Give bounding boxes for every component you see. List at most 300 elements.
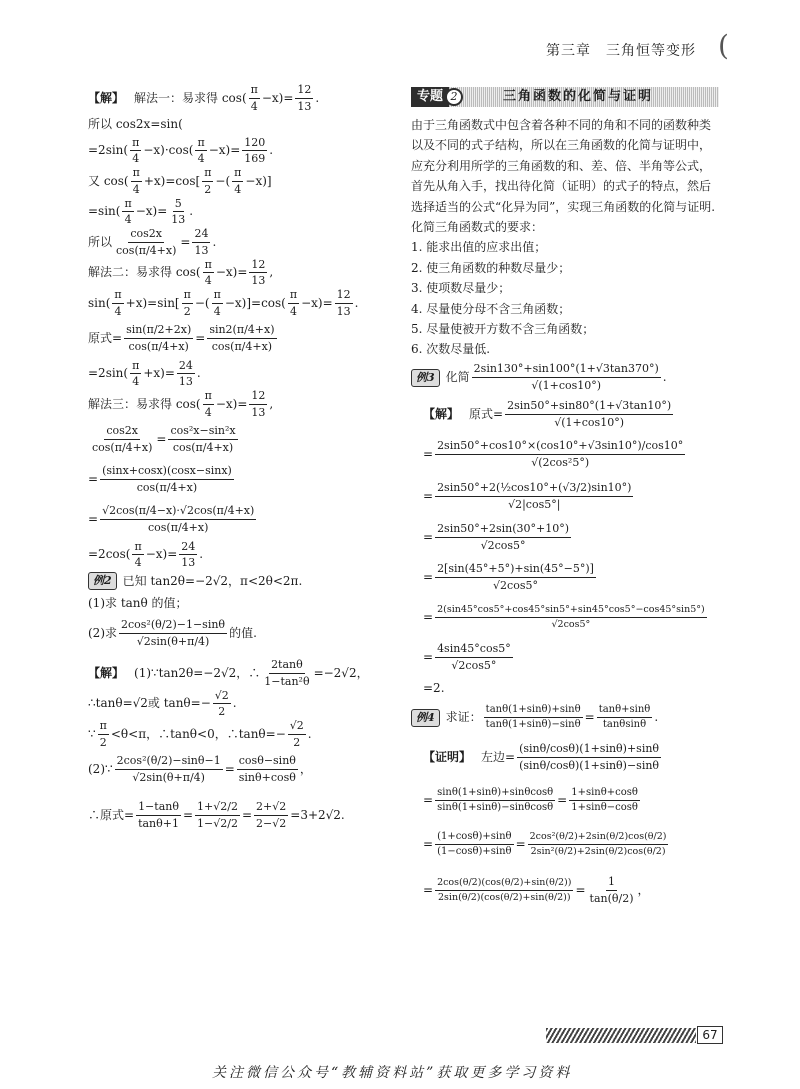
math-line: 解法二：易求得 cos( $\frac{\pi}{4}$ −x)= $\frac{12}{13}$ , — [88, 257, 274, 288]
proof-label: 【证明】 — [423, 750, 472, 765]
denominator: 4 — [204, 274, 212, 288]
math-line — [411, 360, 719, 396]
text: 已知 tan2θ=−2√2，π<2θ<2π. — [122, 573, 303, 588]
text: =−2√2， — [313, 665, 369, 680]
denominator: 2 — [204, 182, 212, 196]
text: sin( — [88, 295, 111, 310]
numerator: 12 — [295, 83, 313, 99]
math-line: = $\frac{(\sin x+\cos x)(\cos x-\sin x)}{\cos(\pi/4+x)}$ — [88, 464, 232, 494]
req-item: 1. 能求出值的应求出值； — [411, 240, 547, 255]
text: =2. — [423, 681, 445, 696]
fraction — [242, 136, 267, 167]
math-line: = $\frac{4\sin 45^\circ\cos 5^\circ}{√2\cos 5^\circ}$ — [423, 642, 511, 673]
numerator: π — [132, 540, 143, 556]
example-badge — [88, 572, 117, 590]
numerator: 120 — [242, 136, 267, 152]
numerator: tanθ+sinθ — [597, 704, 653, 719]
numerator: cosθ−sinθ — [237, 754, 298, 770]
numerator: sinθ(1+sinθ)+sinθcosθ — [435, 787, 555, 802]
text: ∴原式= — [88, 808, 135, 822]
math-line — [411, 700, 719, 736]
numerator: 12 — [249, 389, 267, 405]
denominator: tanθ+1 — [138, 817, 179, 830]
page-number: 67 — [697, 1026, 723, 1044]
numerator: π — [130, 136, 141, 152]
math-line — [88, 658, 388, 689]
fraction — [195, 800, 240, 831]
text: ∵ — [88, 726, 96, 741]
fraction — [484, 704, 583, 732]
footer-note: 关注微信公众号“教辅资料站”获取更多学习资料 — [212, 1065, 573, 1081]
text: = — [156, 432, 167, 446]
numerator: 24 — [179, 540, 197, 556]
req-item: 5. 尽量使被开方数不含三角函数； — [411, 321, 595, 336]
numerator: 2(sin45°cos5°+cos45°sin5°+sin45°cos5°−cos45°sin5°) — [435, 604, 707, 618]
example-badge — [411, 369, 440, 387]
example-badge — [411, 709, 440, 727]
fraction — [179, 540, 197, 571]
text: ， — [637, 883, 650, 898]
fraction — [249, 389, 267, 420]
example-number: 例3 — [411, 369, 440, 387]
fraction — [435, 831, 514, 859]
numerator: 5 — [173, 197, 184, 213]
req-item: 3. 使项数尽量少； — [411, 281, 511, 296]
numerator: π — [212, 288, 223, 304]
text: 原式= — [88, 331, 123, 345]
text: +x)= — [143, 366, 175, 381]
denominator: √2cos5° — [480, 539, 526, 553]
fraction — [262, 658, 311, 689]
text: = — [180, 234, 191, 249]
denominator: √2sin(θ+π/4) — [136, 634, 210, 648]
numerator: 2cos(θ/2)(cos(θ/2)+sin(θ/2)) — [435, 877, 573, 891]
text: =2sin( — [88, 143, 129, 158]
fraction — [124, 323, 193, 354]
fraction — [98, 719, 109, 750]
fraction — [90, 424, 154, 455]
numerator: π — [203, 389, 214, 405]
denominator: √2sin(θ+π/4) — [132, 771, 205, 784]
denominator: √(2cos²5°) — [531, 456, 590, 470]
text: = — [515, 837, 526, 852]
denominator: 4 — [114, 304, 122, 318]
numerator: 2sin50°+2sin(30°+10°) — [435, 522, 571, 538]
req-item: 2. 使三角函数的种数尽量少； — [411, 260, 571, 275]
denominator: √2cos5° — [551, 619, 591, 631]
text: = — [224, 762, 235, 776]
denominator: √(1+cos10°) — [531, 379, 602, 393]
math-line — [88, 319, 388, 359]
math-line: = $\frac{2[\sin(45^\circ+5^\circ)+\sin(45^\circ-5^\circ)]}{√2\cos 5^\circ}$ — [423, 562, 594, 593]
denominator: (1−cosθ)+sinθ — [437, 846, 512, 858]
denominator: √2|cos5°| — [508, 498, 561, 512]
text: 又 cos( — [88, 173, 129, 188]
right-column — [411, 83, 719, 914]
text: =2sin( — [88, 366, 129, 381]
denominator: cos(π/4+x) — [211, 340, 273, 353]
fraction — [122, 197, 133, 228]
math-line — [88, 166, 388, 197]
text: = — [557, 793, 568, 808]
denominator: 13 — [297, 99, 312, 113]
math-line: = $\frac{2\sin 50^\circ+\cos 10^\circ\times(\cos 10^\circ+√3\sin 10^\circ)/\cos 10^\circ}{\text{√(2cos²5°)}}$ — [423, 439, 684, 470]
denominator: cos(π/4+x) — [92, 441, 153, 454]
math-line: = $\frac{2\cos(\theta/2)(\cos(\theta/2)+\sin(\theta/2))}{2\sin(\theta/2)(\cos(\theta/2)+\sin(\theta/2))}$ = $\frac{1}{\tan(\theta/2)}$ ， — [423, 875, 650, 906]
numerator: sin2(π/4+x) — [207, 323, 276, 339]
fraction — [212, 288, 223, 319]
math-line: = $\frac{2(\sin 45^\circ\cos 5^\circ+\cos 45^\circ\sin 5^\circ+\sin 45^\circ\cos 5^\circ-\cos 45^\circ\sin 5^\circ)}{√2\cos 5^\circ}$ — [423, 604, 705, 631]
math-line — [411, 736, 719, 780]
denominator: 4 — [134, 556, 142, 570]
denominator: tanθsinθ — [602, 719, 647, 731]
denominator: √2cos5° — [493, 579, 538, 593]
denominator: 4 — [213, 304, 221, 318]
fraction — [203, 258, 214, 289]
math-line: = $\frac{√2\cos(\pi/4-x)\cdot√2\cos(\pi/4+x)}{\cos(\pi/4+x)}$ — [88, 504, 255, 534]
numerator: π — [98, 719, 109, 735]
text: −x)= — [301, 295, 333, 310]
fraction — [237, 754, 298, 785]
numerator: (sinx+cosx)(cosx−sinx) — [100, 464, 234, 480]
fraction — [192, 227, 210, 258]
numerator: π — [249, 83, 260, 99]
text: 解法三：易求得 cos( — [88, 396, 201, 411]
text: . — [307, 726, 312, 741]
numerator: cos2x — [128, 227, 164, 243]
fraction — [168, 424, 237, 455]
math-line: =2sin( $\frac{\pi}{4}$ −x)·cos( $\frac{\pi}{4}$ −x)= $\frac{120}{169}$ . — [88, 135, 274, 166]
numerator: π — [202, 166, 213, 182]
numerator: 1−tanθ — [136, 800, 181, 816]
numerator: 2cos²(θ/2)−1−sinθ — [119, 618, 227, 634]
text: (2)∵ — [88, 762, 113, 776]
numerator: π — [112, 288, 123, 304]
denominator: 1−tan²θ — [264, 674, 310, 688]
text: 解法二：易求得 cos( — [88, 265, 201, 280]
topic-label: 专题 — [411, 87, 449, 107]
numerator: 2+√2 — [254, 800, 288, 816]
denominator: 4 — [132, 152, 140, 166]
fraction — [131, 166, 142, 197]
text: −x)]=cos( — [224, 295, 286, 310]
numerator: 2cos²(θ/2)−sinθ−1 — [115, 754, 223, 770]
denominator: 4 — [124, 213, 132, 227]
fraction — [100, 504, 256, 535]
text: (2)求 — [88, 625, 117, 640]
footer-decoration — [546, 1028, 696, 1043]
fraction — [435, 642, 513, 673]
math-line: = $\frac{\sin\theta(1+\sin\theta)+\sin\theta\cos\theta}{\sin\theta(1+\sin\theta)-\sin\theta\cos\theta}$ = $\frac{1+\sin\theta+\cos\theta}{1+\sin\theta-\cos\theta}$ — [423, 786, 638, 814]
text: =3+2√2. — [290, 808, 345, 822]
frac — [295, 83, 313, 114]
math-line: = $\frac{2\sin 50^\circ+2\sin(30^\circ+10^\circ)}{√2\cos 5^\circ}$ — [423, 522, 570, 553]
topic-number: 2 — [445, 88, 463, 106]
text: −x)= — [208, 143, 241, 158]
fraction — [435, 522, 571, 553]
numerator: 4sin45°cos5° — [435, 642, 513, 658]
fraction — [202, 166, 213, 197]
numerator: √2 — [213, 689, 231, 705]
text: −( — [194, 295, 210, 310]
fraction — [100, 464, 234, 495]
denominator: 13 — [181, 556, 196, 570]
math-line: =2sin( $\frac{\pi}{4}$ +x)= $\frac{24}{13}$ . — [88, 358, 201, 389]
denominator: 4 — [197, 152, 205, 166]
denominator: 13 — [171, 213, 186, 227]
frac — [249, 83, 260, 114]
denominator: (sinθ/cosθ)(1+sinθ)−sinθ — [519, 759, 660, 773]
fraction — [597, 704, 653, 732]
left-column — [88, 83, 388, 836]
text: =sin( — [88, 204, 121, 219]
math-line: = $\frac{\text{2sin50°+2(½cos10°+(√3/2)sin10°)}}{√2|\cos 5^\circ|}$ — [423, 481, 632, 512]
math-line — [88, 570, 388, 592]
denominator: 4 — [204, 405, 212, 419]
text: 原式= — [469, 407, 504, 422]
math-line — [411, 396, 719, 434]
math-line — [88, 614, 388, 652]
fraction — [177, 359, 195, 390]
numerator: (sinθ/cosθ)(1+sinθ)+sinθ — [517, 742, 661, 758]
text: = — [182, 808, 194, 822]
fraction — [130, 359, 141, 390]
text: 所以 — [88, 234, 113, 249]
denominator: 13 — [336, 304, 351, 318]
denominator: 2sin(θ/2)(cos(θ/2)+sin(θ/2)) — [438, 892, 571, 904]
fraction — [435, 481, 633, 512]
math-line — [411, 678, 719, 700]
text: = — [241, 808, 253, 822]
text: . — [232, 696, 237, 711]
chapter-header: 第三章 三角恒等变形 — [546, 43, 696, 59]
denominator: sinθ+cosθ — [238, 771, 296, 784]
fraction — [254, 800, 288, 831]
text: 所以 cos2x=sin( — [88, 117, 183, 131]
text: −x)= — [215, 265, 248, 280]
denominator: 13 — [251, 405, 266, 419]
numerator: (1+cosθ)+sinθ — [435, 831, 514, 846]
denominator: cos(π/4+x) — [116, 243, 177, 257]
math-line: 【解】 解法一：易求得 cos ( $\frac{\pi}{4}$ −x)= $\frac{12}{13}$ . — [88, 83, 320, 113]
text: . — [654, 710, 659, 725]
fraction — [132, 540, 143, 571]
text: −x)·cos( — [143, 143, 194, 158]
denominator: 4 — [250, 99, 258, 113]
fraction — [288, 288, 299, 319]
solution-label: 【解】 — [88, 90, 125, 105]
numerator: 24 — [177, 359, 195, 375]
denominator: 2−√2 — [256, 817, 287, 830]
text: = — [195, 331, 206, 345]
numerator: 12 — [249, 258, 267, 274]
numerator: √2cos(π/4−x)·√2cos(π/4+x) — [100, 504, 256, 520]
header-paren: ( — [718, 29, 729, 62]
numerator: 24 — [192, 227, 210, 243]
fraction — [435, 604, 707, 631]
denominator: cos(π/4+x) — [148, 521, 209, 534]
numerator: tanθ(1+sinθ)+sinθ — [484, 704, 583, 719]
denominator: 169 — [244, 152, 266, 166]
fraction — [505, 399, 673, 430]
math-line — [88, 750, 388, 790]
solution-label: 【解】 — [423, 407, 460, 422]
fraction — [114, 227, 178, 258]
text: <θ<π，∴tanθ<0，∴tanθ=− — [110, 726, 286, 741]
denominator: cos(π/4+x) — [172, 441, 234, 454]
text: ∴tanθ=√2或 tanθ=− — [88, 696, 211, 711]
fraction — [207, 323, 276, 354]
fraction — [195, 136, 206, 167]
fraction — [112, 288, 123, 319]
numerator: π — [182, 288, 193, 304]
denominator: 2 — [183, 304, 191, 318]
math-line — [88, 796, 388, 836]
fraction — [232, 166, 243, 197]
numerator: √2 — [288, 719, 306, 735]
text: 求证： — [445, 710, 482, 725]
fraction — [517, 742, 661, 773]
fraction — [115, 754, 223, 785]
numerator: 2[sin(45°+5°)+sin(45°−5°)] — [435, 562, 596, 578]
fraction — [569, 787, 640, 815]
numerator: 1+√2/2 — [195, 800, 240, 816]
denominator: 1−√2/2 — [197, 817, 238, 830]
fraction — [435, 787, 555, 815]
text: . — [662, 370, 667, 385]
math-line — [88, 719, 388, 750]
topic-banner — [411, 87, 719, 107]
denominator: 13 — [194, 243, 209, 257]
denominator: √(1+cos10°) — [554, 416, 624, 430]
fraction — [335, 288, 353, 319]
req-item: 4. 尽量使分母不含三角函数； — [411, 301, 571, 316]
text: (1)∵tan2θ=−2√2，∴ — [134, 665, 261, 680]
math-line — [88, 689, 388, 720]
text: 化简 — [445, 370, 470, 385]
denominator: 13 — [251, 274, 266, 288]
numerator: cos²x−sin²x — [168, 424, 237, 440]
fraction — [435, 562, 596, 593]
fraction — [472, 362, 661, 393]
text: −( — [215, 173, 231, 188]
math-line: 解法三：易求得 cos( $\frac{\pi}{4}$ −x)= $\frac{12}{13}$ , — [88, 389, 274, 419]
solution-label: 【解】 — [88, 665, 125, 680]
fraction — [213, 689, 231, 720]
denominator: 1+sinθ−cosθ — [571, 802, 638, 814]
fraction — [528, 831, 669, 858]
denominator: 13 — [178, 375, 193, 389]
denominator: sinθ(1+sinθ)−sinθcosθ — [437, 802, 554, 814]
requirements-heading: 化简三角函数式的要求： — [411, 219, 544, 234]
text: −x)= — [145, 547, 178, 562]
numerator: π — [122, 197, 133, 213]
math-line: =2cos( $\frac{\pi}{4}$ −x)= $\frac{24}{13}$ . — [88, 539, 204, 570]
fraction — [169, 197, 187, 228]
numerator: π — [195, 136, 206, 152]
text: 解法一：易求得 cos — [134, 90, 242, 105]
text: 左边= — [481, 750, 516, 765]
math-line: = $\frac{(1+\cos\theta)+\sin\theta}{(1-\cos\theta)+\sin\theta}$ = $\frac{\text{2cos²(θ/2)+2sin(θ/2)cos(θ/2)}}{\text{2sin²(θ/2)+2sin(θ/2)cos(θ/2)}}$ — [423, 830, 667, 858]
fraction — [119, 618, 227, 649]
fraction — [130, 136, 141, 167]
math-line: 所以 $\frac{\cos 2x}{\cos(\pi/4+x)}$ = $\frac{24}{13}$ . — [88, 227, 217, 257]
denominator: 4 — [132, 182, 140, 196]
numerator: π — [131, 166, 142, 182]
numerator: π — [203, 258, 214, 274]
numerator: 2cos²(θ/2)+2sin(θ/2)cos(θ/2) — [528, 831, 669, 845]
denominator: cos(π/4+x) — [136, 481, 198, 494]
req-item: 6. 次数尽量低. — [411, 342, 491, 357]
text: (1)求 tanθ 的值； — [88, 595, 188, 610]
fraction — [136, 800, 181, 831]
fraction — [288, 719, 306, 750]
text: +x)=sin[ — [125, 295, 180, 310]
fraction — [435, 439, 685, 470]
text: −x)= — [135, 204, 168, 219]
denominator: 4 — [289, 304, 297, 318]
denominator: 4 — [132, 375, 140, 389]
text: = — [584, 710, 595, 725]
intro-paragraph: 由于三角函数式中包含着各种不同的角和不同的函数种类以及不同的式子结构，所以在三角函数的化简与证明中，应充分利用所学的三角函数的和、差、倍、半角等公式，首先从角入手，找出待化简（证明）的式子的特点，然后选择适当的公式“化异为同”，实现三角函数的化简与证明. — [411, 118, 716, 214]
denominator: 2 — [293, 735, 301, 749]
math-line — [88, 420, 388, 460]
math-line: sin( $\frac{\pi}{4}$ +x)=sin[ $\frac{\pi}{2}$ −( $\frac{\pi}{4}$ −x)]=cos( $\frac{\pi}{4}$ −x)= $\frac{12}{13}$ . — [88, 288, 359, 318]
denominator: √2cos5° — [451, 659, 497, 673]
math-line — [88, 592, 388, 614]
denominator: tan(θ/2) — [589, 892, 634, 906]
text: 的值. — [229, 625, 257, 640]
numerator: 2sin50°+2(½cos10°+(√3/2)sin10°) — [435, 481, 633, 497]
fraction — [182, 288, 193, 319]
topic-title: 三角函数的化简与证明 — [503, 88, 654, 104]
fraction — [203, 389, 214, 420]
numerator: 2sin50°+sin80°(1+√3tan10°) — [505, 399, 673, 415]
example-number: 例4 — [411, 709, 440, 727]
numerator: 2tanθ — [269, 658, 305, 674]
text: −x)] — [245, 173, 272, 188]
text: ， — [299, 762, 312, 776]
numerator: sin(π/2+2x) — [124, 323, 193, 339]
denominator: cos(π/4+x) — [128, 340, 189, 353]
numerator: π — [232, 166, 243, 182]
fraction — [588, 875, 636, 906]
text: −x)= — [215, 396, 248, 411]
fraction — [435, 877, 573, 904]
text: −x)= — [261, 90, 294, 105]
numerator: cos2x — [104, 424, 140, 440]
example-number: 例2 — [88, 572, 117, 590]
math-line: =sin( $\frac{\pi}{4}$ −x)= $\frac{5}{13}$ . — [88, 196, 194, 227]
text: +x)=cos[ — [143, 173, 201, 188]
denominator: 4 — [234, 182, 242, 196]
numerator: 2sin130°+sin100°(1+√3tan370°) — [472, 362, 661, 378]
numerator: 2sin50°+cos10°×(cos10°+√3sin10°)/cos10° — [435, 439, 685, 455]
numerator: π — [288, 288, 299, 304]
denominator: 2 — [218, 705, 226, 719]
text: =2cos( — [88, 547, 131, 562]
denominator: tanθ(1+sinθ)−sinθ — [485, 719, 581, 731]
numerator: π — [130, 359, 141, 375]
denominator: 2sin²(θ/2)+2sin(θ/2)cos(θ/2) — [530, 846, 666, 858]
fraction — [249, 258, 267, 289]
denominator: 2 — [99, 735, 107, 749]
numerator: 1 — [606, 875, 617, 891]
math-line — [88, 114, 388, 136]
numerator: 12 — [335, 288, 353, 304]
text: = — [575, 883, 586, 898]
numerator: 1+sinθ+cosθ — [569, 787, 640, 802]
